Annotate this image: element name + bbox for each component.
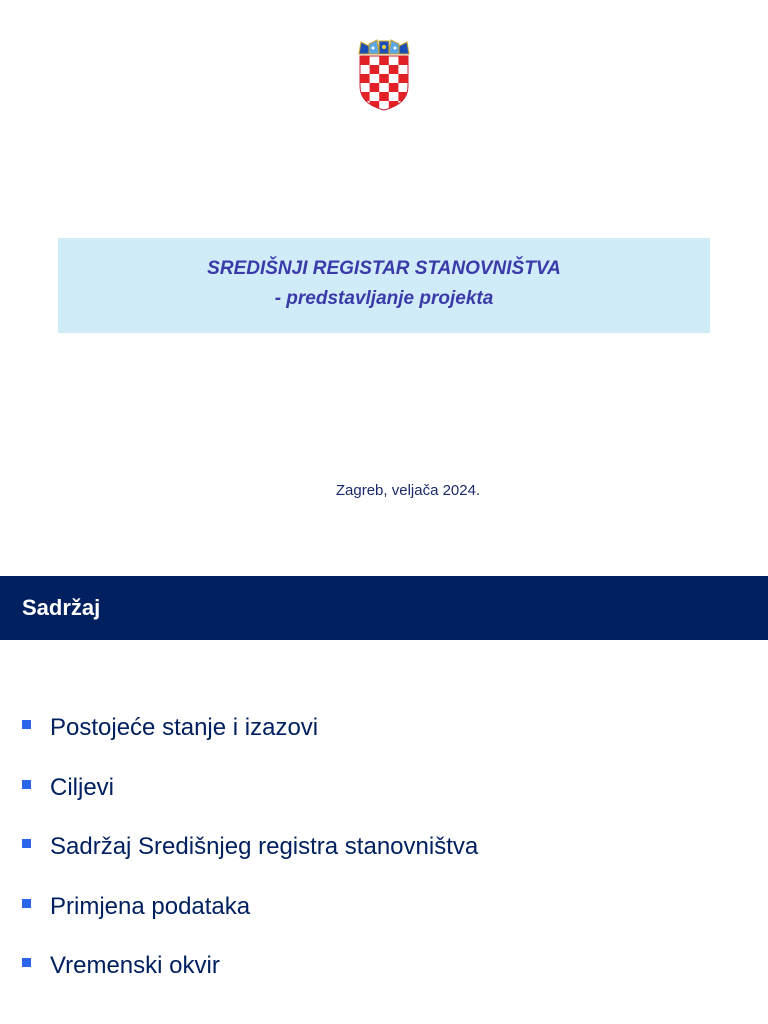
checkerboard	[360, 56, 408, 112]
toc-item-label: Postojeće stanje i izazovi	[50, 714, 319, 741]
crown	[359, 40, 409, 54]
coat-of-arms-icon	[357, 38, 411, 112]
bullet-square-icon	[22, 780, 31, 789]
bullet-square-icon	[22, 958, 31, 967]
list-item	[22, 714, 478, 774]
bullet-square-icon	[22, 839, 31, 848]
toc-item-label: Ciljevi	[50, 773, 115, 801]
list-item	[22, 833, 478, 893]
toc-item-label: Vremenski okvir	[50, 952, 220, 979]
toc-item-label: Primjena podataka	[50, 892, 251, 920]
list-item	[22, 952, 478, 1012]
date-line: Zagreb, veljača 2024.	[335, 482, 481, 499]
toc-list	[22, 714, 478, 1012]
contents-slide	[0, 576, 768, 1024]
header-bar	[0, 576, 768, 640]
bullet-square-icon	[22, 899, 31, 908]
list-item	[22, 774, 478, 834]
list-item	[22, 893, 478, 953]
title-main: SREDIŠNJI REGISTAR STANOVNIŠTVA	[207, 258, 561, 279]
bullet-square-icon	[22, 720, 31, 729]
contents-heading: Sadržaj	[22, 595, 101, 620]
title-box	[58, 238, 710, 333]
toc-item-label: Sadržaj Središnjeg registra stanovništva	[50, 833, 479, 860]
title-subtitle: - predstavljanje projekta	[274, 288, 494, 309]
